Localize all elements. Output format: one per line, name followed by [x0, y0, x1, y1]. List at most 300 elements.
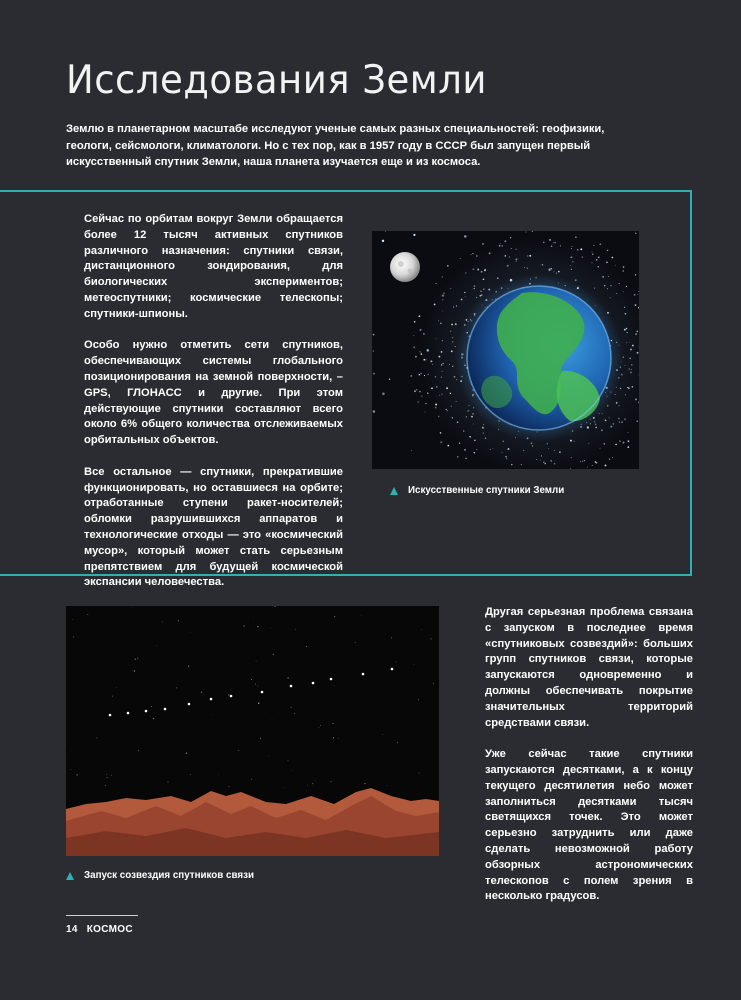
triangle-bullet-icon	[390, 487, 398, 495]
satellite-dot	[502, 245, 503, 246]
lower-paragraph: Другая серьезная проблема связана с запуском в последнее время «спутниковых созвездий»: больших групп спутников связи, которые запускаются одновременно и должны обеспечивать покрытие значительных территорий средствами связи.	[485, 606, 693, 729]
satellite-dot	[637, 352, 639, 354]
satellite-dot	[508, 448, 510, 450]
star-dot	[433, 683, 434, 684]
satellite-dot	[600, 448, 601, 449]
satellite-dot	[423, 359, 425, 361]
star-dot	[219, 774, 220, 775]
satellite-dot	[438, 320, 439, 321]
star-dot	[273, 654, 274, 655]
satellite-dot	[450, 288, 451, 289]
satellite-dot	[547, 443, 548, 444]
satellite-dot	[473, 268, 475, 270]
star-dot	[473, 423, 474, 424]
star-dot	[628, 432, 629, 433]
star-dot	[191, 632, 192, 633]
star-dot	[162, 622, 163, 623]
satellite-dot	[485, 269, 487, 271]
satellite-dot	[485, 437, 486, 438]
star-dot	[253, 618, 254, 619]
star-dot	[624, 418, 626, 420]
satellite-dot	[421, 395, 422, 396]
satellite-dot	[425, 412, 426, 413]
satellite-dot	[599, 243, 601, 245]
earth-illustration	[372, 231, 639, 469]
star-dot	[116, 687, 117, 688]
star-dot	[592, 465, 593, 466]
satellite-dot	[621, 421, 623, 423]
star-dot	[105, 785, 106, 786]
star-dot	[334, 616, 335, 617]
satellite-dot	[626, 328, 628, 330]
star-dot	[70, 752, 71, 753]
satellite-dot	[612, 257, 614, 259]
star-dot	[315, 780, 316, 781]
star-dot	[373, 350, 374, 351]
satellite-dot	[553, 242, 554, 243]
satellite-dot	[441, 364, 442, 365]
satellite-dot	[465, 457, 467, 459]
star-dot	[635, 398, 637, 400]
star-dot	[257, 685, 258, 686]
satellite-dot	[414, 321, 416, 323]
star-dot	[72, 619, 73, 620]
satellite-dot	[571, 457, 572, 458]
intro-paragraph: Землю в планетарном масштабе исследуют ученые самых разных специальностей: геофизики, геологи, сейсмологи, климатологи. Но с тех пор, как в 1957 году в СССР был запущен первый искусственный спутник Земли, наша планета изучается еще и из космоса.	[66, 123, 605, 168]
lower-paragraph: Уже сейчас такие спутники запускаются десятками, а к концу текущего десятилетия небо может заполниться десятками тысяч светящихся точек. Это может серьезно затруднить или даже сделать невозможной работу обзорных астрономических телескопов с полем зрения в несколько градусов.	[485, 748, 693, 903]
satellite-dot	[461, 299, 463, 301]
satellite-dot	[623, 270, 624, 271]
satellite-dot	[629, 342, 630, 343]
star-dot	[548, 269, 550, 271]
satellite-dot	[423, 333, 425, 335]
satellite-dot	[602, 276, 604, 278]
satellite-dot	[414, 390, 416, 392]
satellite-dot	[464, 292, 465, 293]
star-dot	[87, 614, 88, 615]
star-dot	[306, 791, 307, 792]
satellite-dot	[481, 271, 483, 273]
star-dot	[502, 441, 504, 443]
satellite-dot	[623, 266, 625, 268]
star-dot	[549, 239, 551, 241]
satellite-dot	[511, 464, 512, 465]
satellite-dot	[551, 268, 553, 270]
satellite-dot	[603, 443, 604, 444]
satellite-dot	[550, 460, 552, 462]
satellite-dot	[454, 376, 456, 378]
star-dot	[306, 646, 307, 647]
star-dot	[312, 783, 313, 784]
page-title: Исследования Земли	[66, 58, 487, 103]
star-dot	[373, 334, 375, 336]
star-dot	[338, 738, 339, 739]
star-dot	[440, 441, 442, 443]
satellite-dot	[595, 427, 597, 429]
footer-divider	[66, 915, 138, 916]
star-dot	[178, 620, 179, 621]
satellite-dot	[618, 418, 620, 420]
satellite-dot	[624, 329, 626, 331]
satellite-dot	[609, 459, 610, 460]
satellite-dot	[483, 278, 485, 280]
satellite-dot	[443, 292, 445, 294]
star-dot	[333, 737, 334, 738]
satellite-dot	[619, 421, 620, 422]
satellite-dot	[596, 259, 598, 261]
star-dot	[258, 703, 259, 704]
satellite-dot	[420, 373, 421, 374]
star-dot	[414, 664, 415, 665]
satellite-dot	[447, 410, 448, 411]
star-dot	[176, 687, 177, 688]
satellite-dot	[523, 450, 524, 451]
satellite-dot	[570, 256, 572, 258]
star-dot	[272, 719, 273, 720]
satellite-dot	[635, 304, 637, 306]
lower-section-text	[485, 605, 693, 921]
caption-text: Искусственные спутники Земли	[408, 485, 565, 496]
satellite-dot	[628, 440, 630, 442]
satellite-dot	[456, 305, 457, 306]
star-dot	[436, 338, 437, 339]
satellite-dot	[625, 394, 626, 395]
satellite-dot	[560, 245, 561, 246]
satellite-dot	[483, 243, 484, 244]
satellite-dot	[610, 426, 612, 428]
satellite-dot	[609, 417, 610, 418]
page-footer	[66, 924, 133, 935]
satellite-dot	[592, 251, 593, 252]
earth-satellites-image	[372, 231, 639, 469]
satellite-dot	[471, 416, 473, 418]
star-dot	[507, 265, 509, 267]
satellite-dot	[446, 409, 448, 411]
star-dot	[228, 694, 229, 695]
satellite-dot	[531, 442, 533, 444]
satellite-dot	[559, 451, 561, 453]
satellite-dot	[610, 285, 612, 287]
satellite-dot	[558, 271, 560, 273]
satellite-dot	[452, 341, 453, 342]
satellite-dot	[527, 267, 528, 268]
star-dot	[96, 737, 97, 738]
satellite-dot	[516, 261, 517, 262]
satellite-dot	[623, 442, 625, 444]
satellite-dot	[628, 388, 629, 389]
satellite-dot	[420, 330, 421, 331]
satellite-dot	[474, 440, 475, 441]
satellite-dot	[440, 432, 442, 434]
star-dot	[606, 420, 607, 421]
star-dot	[355, 642, 356, 643]
satellite-dot	[438, 416, 439, 417]
star-dot	[228, 786, 229, 787]
satellite-dot	[516, 249, 517, 250]
satellite-dot	[505, 255, 507, 257]
satellite-dot	[430, 360, 432, 362]
satellite-dot	[532, 445, 533, 446]
satellite-dot	[635, 333, 637, 335]
satellite-dot	[435, 404, 437, 406]
satellite-dot	[572, 246, 573, 247]
satellite-dot	[543, 462, 544, 463]
satellite-dot	[582, 461, 583, 462]
satellite-dot	[446, 387, 448, 389]
star-dot	[260, 738, 261, 739]
star-dot	[382, 734, 383, 735]
satellite-dot	[627, 446, 629, 448]
star-dot	[411, 450, 412, 451]
satellite-constellation-image	[66, 606, 439, 856]
satellite-dot	[465, 296, 466, 297]
satellite-dot	[436, 386, 438, 388]
boxed-paragraph: Сейчас по орбитам вокруг Земли обращается более 12 тысяч активных спутников различного назначения: спутники связи, дистанционного зондирования, для биологических экспериментов; метеоспутники; космические телескопы; спутники-шпионы.	[84, 213, 343, 320]
satellite-dot	[606, 262, 607, 263]
star-dot	[291, 707, 292, 708]
satellite-dot	[504, 240, 506, 242]
satellite-dot	[460, 258, 461, 259]
satellite-dot	[554, 450, 555, 451]
satellite-dot	[635, 274, 636, 275]
star-dot	[186, 753, 187, 754]
satellite-dot	[541, 455, 542, 456]
star-dot	[572, 261, 573, 262]
star-dot	[361, 615, 362, 616]
triangle-bullet-icon	[66, 872, 74, 880]
star-dot	[138, 750, 139, 751]
satellite-dot	[476, 297, 477, 298]
satellite-dot	[587, 467, 588, 468]
satellite-dot	[627, 332, 628, 333]
satellite-dot	[447, 265, 449, 267]
satellite-dot	[580, 461, 581, 462]
caption-text: Запуск созвездия спутников связи	[84, 870, 254, 881]
satellite-dot	[626, 286, 627, 287]
satellite-dot	[610, 297, 611, 298]
star-dot	[156, 646, 157, 647]
satellite-dot	[626, 342, 627, 343]
satellite-dot	[465, 272, 466, 273]
satellite-dot	[477, 269, 479, 271]
satellite-dot	[442, 311, 443, 312]
satellite-dot	[419, 391, 421, 393]
satellite-dot	[442, 299, 443, 300]
satellite-dot	[442, 340, 443, 341]
satellite-dot	[456, 379, 457, 380]
star-dot	[244, 626, 245, 627]
satellite-dot	[604, 285, 605, 286]
satellite-dot	[447, 445, 449, 447]
star-dot	[211, 714, 212, 715]
satellite-dot	[526, 232, 527, 233]
star-dot	[270, 628, 271, 629]
star-dot	[331, 781, 332, 782]
satellite-dot	[571, 269, 572, 270]
satellite-dot	[456, 401, 457, 402]
satellite-dot	[575, 279, 577, 281]
satellite-dot	[527, 255, 528, 256]
star-dot	[419, 773, 420, 774]
satellite-dot	[588, 443, 589, 444]
satellite-dot	[472, 253, 473, 254]
star-dot	[257, 626, 258, 627]
satellite-dot	[570, 440, 572, 442]
satellite-dot	[435, 407, 437, 409]
star-dot	[483, 288, 485, 290]
satellite-dot	[455, 346, 456, 347]
satellite-dot	[615, 444, 617, 446]
star-dot	[624, 307, 625, 308]
satellite-dot	[556, 273, 557, 274]
star-dot	[287, 677, 288, 678]
satellite-dot	[598, 256, 600, 258]
satellite-dot	[629, 357, 631, 359]
earth-image-caption	[390, 485, 564, 496]
star-dot	[153, 718, 154, 719]
satellite-dot	[615, 265, 616, 266]
satellite-dot	[540, 460, 541, 461]
satellite-dot	[471, 254, 472, 255]
satellite-dot	[489, 252, 491, 254]
satellite-dot	[435, 376, 437, 378]
satellite-dot	[419, 315, 421, 317]
satellite-dot	[442, 394, 443, 395]
satellite-dot	[474, 285, 476, 287]
satellite-dot	[631, 369, 632, 370]
star-dot	[268, 755, 269, 756]
satellite-dot	[595, 461, 597, 463]
satellite-dot	[476, 449, 477, 450]
star-dot	[111, 775, 112, 776]
satellite-dot	[574, 441, 575, 442]
satellite-dot	[500, 243, 501, 244]
satellite-dot	[630, 372, 632, 374]
star-dot	[389, 379, 390, 380]
boxed-section-text	[84, 212, 343, 607]
star-dot	[307, 785, 308, 786]
satellite-dot	[598, 266, 599, 267]
satellite-dot	[505, 456, 507, 458]
star-dot	[457, 421, 459, 423]
star-dot	[255, 684, 256, 685]
satellite-dot	[451, 324, 453, 326]
constellation-image-caption	[66, 870, 254, 881]
star-dot	[421, 629, 422, 630]
satellite-dot	[427, 374, 428, 375]
satellite-dot	[410, 375, 412, 377]
star-dot	[238, 750, 239, 751]
satellite-dot	[613, 423, 614, 424]
star-dot	[251, 679, 252, 680]
page-number: 14	[66, 924, 78, 935]
satellite-dot	[483, 433, 484, 434]
satellite-dot	[469, 436, 471, 438]
star-dot	[515, 258, 517, 260]
satellite-dot	[631, 386, 633, 388]
satellite-dot	[631, 364, 633, 366]
satellite-dot	[440, 322, 442, 324]
satellite-dot	[582, 256, 583, 257]
star-dot	[167, 782, 168, 783]
satellite-dot	[459, 442, 460, 443]
satellite-dot	[627, 387, 628, 388]
star-dot	[333, 723, 334, 724]
satellite-dot	[464, 449, 466, 451]
satellite-dot	[482, 244, 483, 245]
satellite-dot	[637, 294, 638, 295]
satellite-dot	[605, 464, 607, 466]
satellite-dot	[592, 262, 593, 263]
satellite-dot	[630, 349, 632, 351]
satellite-dot	[472, 413, 473, 414]
satellite-dot	[577, 249, 579, 251]
satellite-dot	[474, 288, 475, 289]
satellite-dot	[580, 248, 582, 250]
satellite-dot	[616, 402, 618, 404]
star-dot	[385, 231, 386, 232]
satellite-dot	[509, 257, 510, 258]
satellite-dot	[521, 464, 522, 465]
satellite-dot	[612, 457, 613, 458]
satellite-dot	[616, 293, 617, 294]
star-dot	[150, 716, 151, 717]
satellite-dot	[608, 276, 609, 277]
satellite-dot	[452, 337, 453, 338]
satellite-dot	[593, 245, 594, 246]
star-dot	[373, 410, 376, 413]
star-dot	[291, 770, 292, 771]
satellite-dot	[436, 283, 437, 284]
satellite-dot	[463, 430, 465, 432]
star-dot	[382, 393, 385, 396]
satellite-dot	[592, 253, 593, 254]
star-dot	[151, 706, 152, 707]
satellite-dot	[421, 353, 422, 354]
satellite-dot	[607, 250, 608, 251]
satellite-dot	[619, 440, 621, 442]
satellite-dot	[481, 294, 483, 296]
satellite-dot	[570, 265, 571, 266]
satellite-dot	[632, 345, 634, 347]
star-dot	[397, 742, 398, 743]
satellite-dot	[571, 248, 572, 249]
star-dot	[295, 629, 296, 630]
star-dot	[334, 685, 335, 686]
satellite-dot	[457, 456, 458, 457]
star-dot	[76, 774, 77, 775]
star-dot	[285, 787, 286, 788]
section-name: КОСМОС	[86, 924, 133, 935]
satellite-dot	[625, 313, 627, 315]
satellite-dot	[536, 459, 537, 460]
star-dot	[106, 774, 107, 775]
star-dot	[418, 401, 419, 402]
satellite-dot	[438, 356, 440, 358]
satellite-dot	[453, 307, 454, 308]
satellite-dot	[413, 335, 414, 336]
satellite-dot	[636, 420, 638, 422]
satellite-dot	[499, 245, 501, 247]
satellite-dot	[442, 276, 443, 277]
satellite-dot	[624, 365, 625, 366]
satellite-dot	[419, 374, 420, 375]
star-dot	[251, 779, 252, 780]
satellite-dot	[497, 277, 499, 279]
satellite-dot	[584, 460, 585, 461]
satellite-dot	[620, 388, 621, 389]
satellite-dot	[427, 393, 428, 394]
